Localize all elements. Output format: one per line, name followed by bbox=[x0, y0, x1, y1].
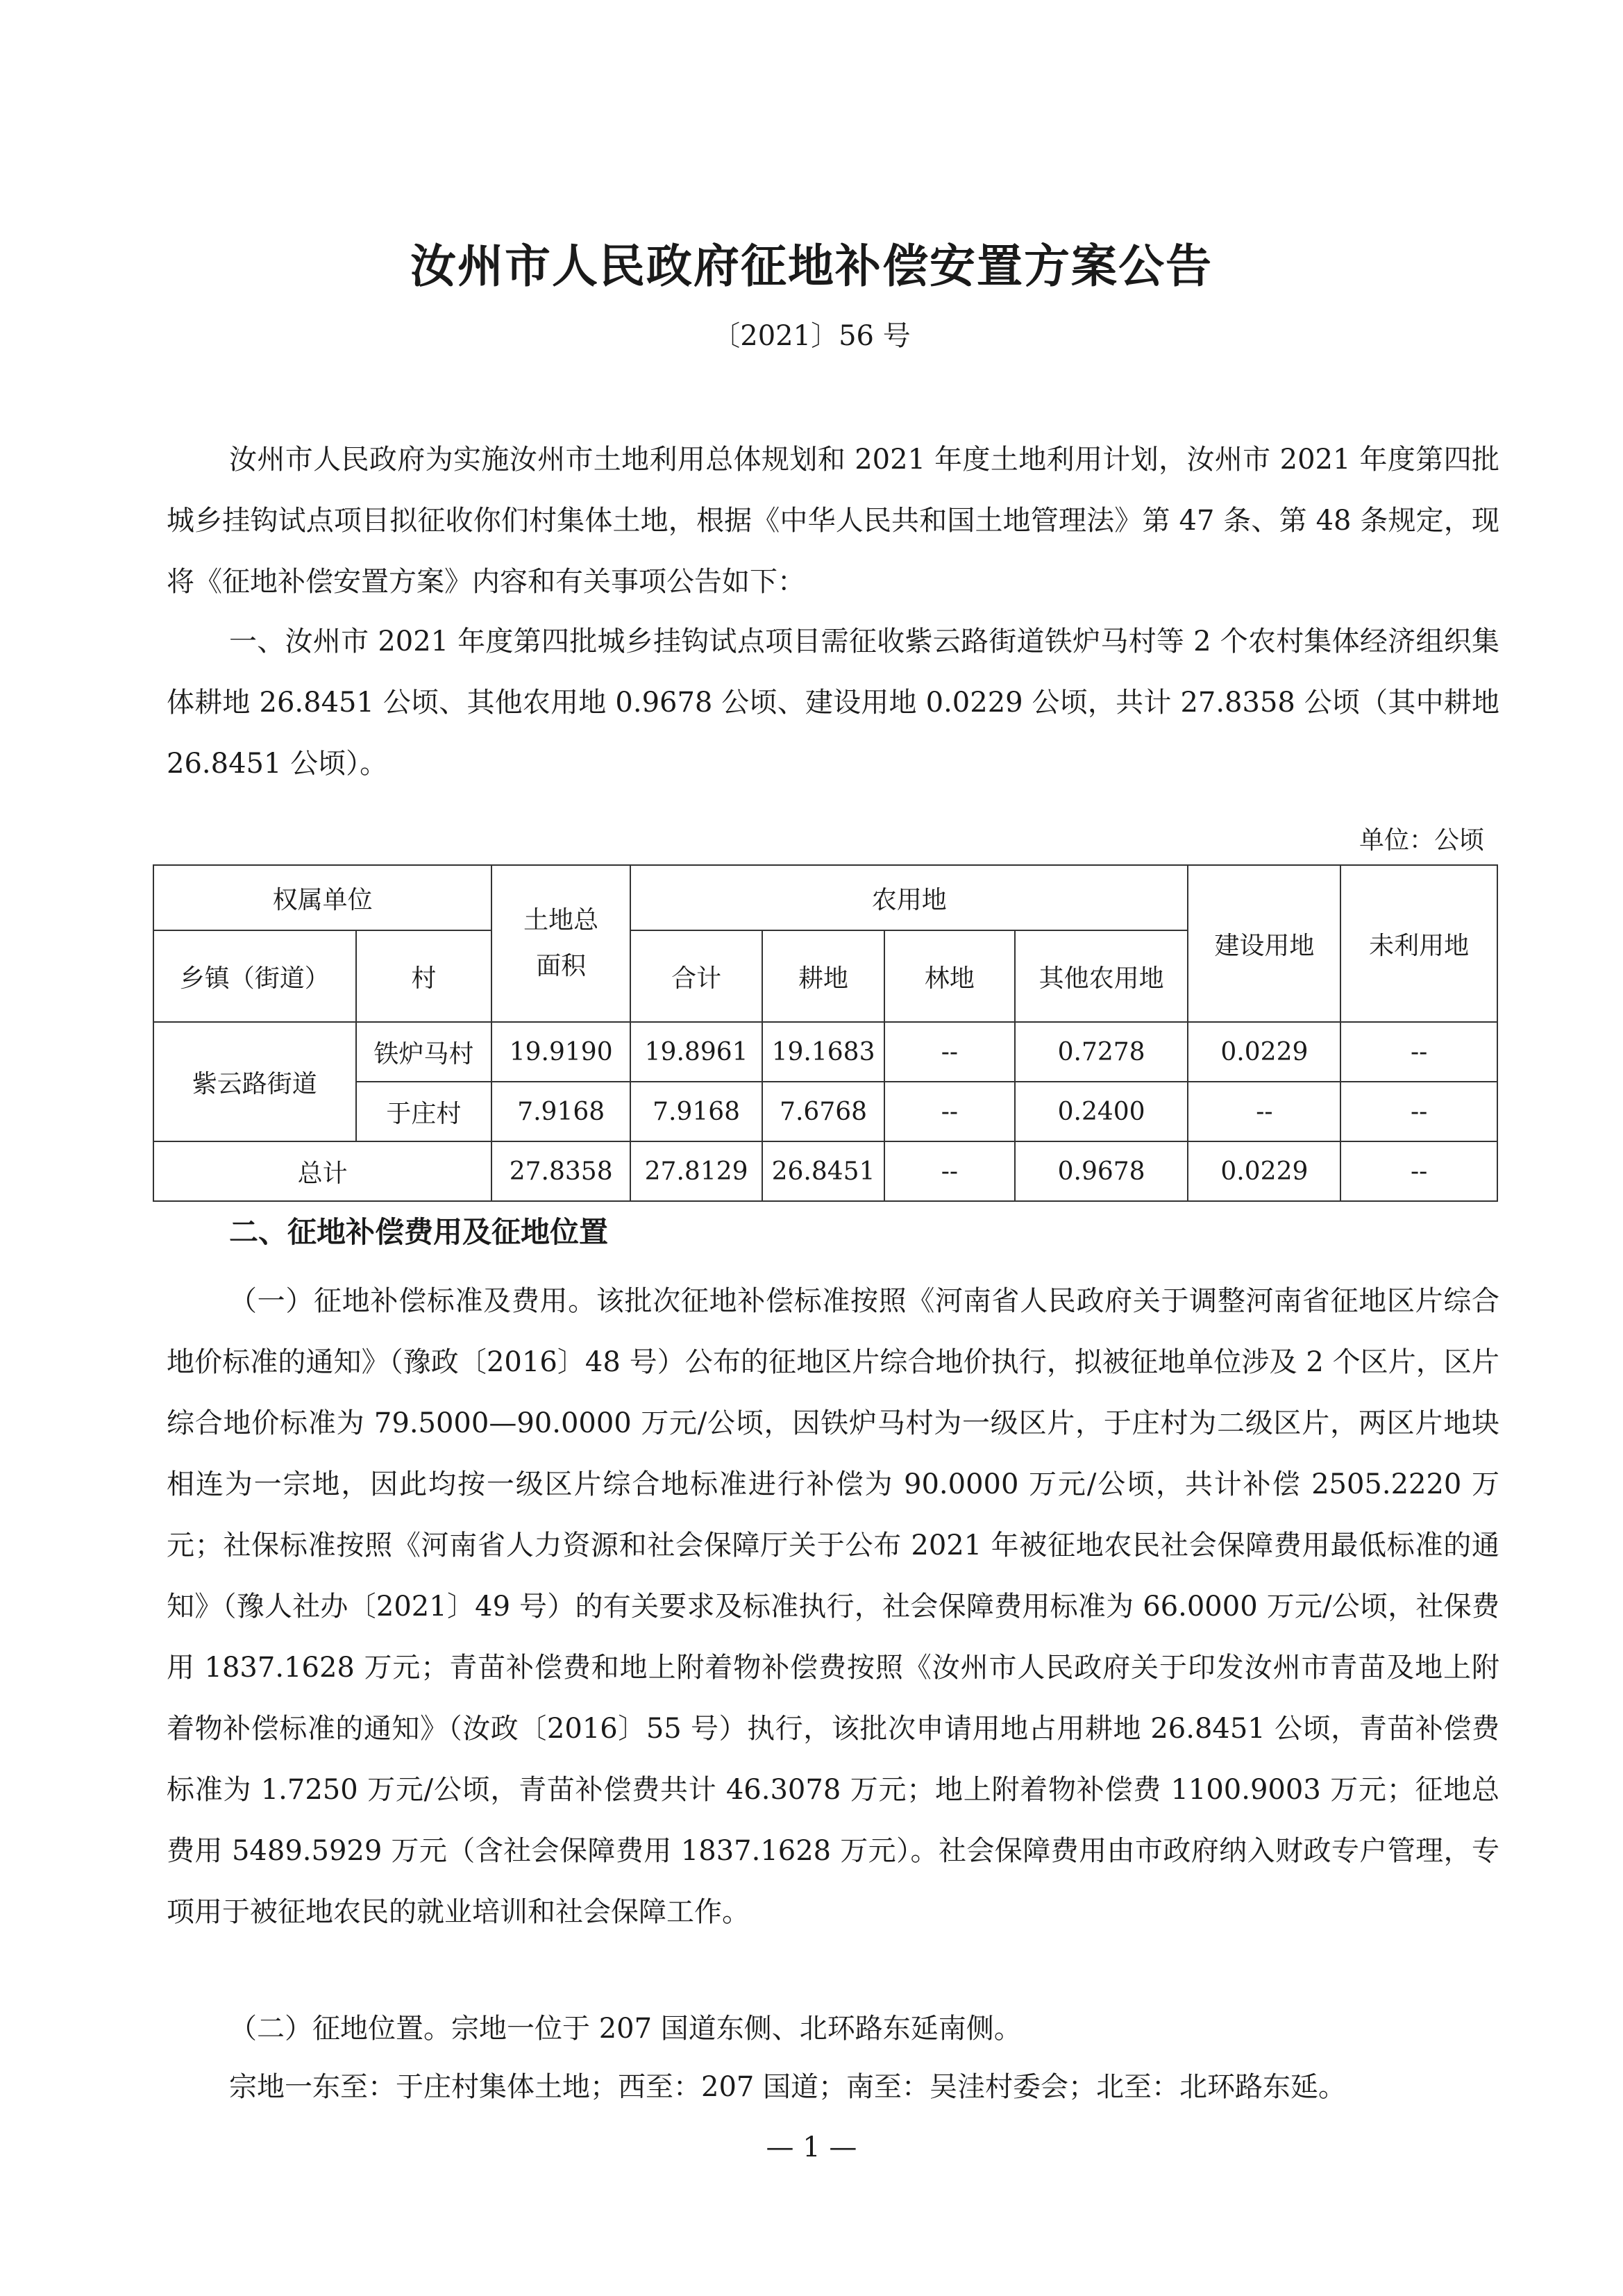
header-other-agri: 其他农用地 bbox=[1015, 930, 1188, 1022]
unused-cell: -- bbox=[1340, 1141, 1497, 1201]
section2-2-paragraph: （二）征地位置。宗地一位于 207 国道东侧、北环路东延南侧。 bbox=[229, 2013, 1022, 2045]
forest-cell: -- bbox=[884, 1141, 1015, 1201]
agri-sum-cell: 19.8961 bbox=[630, 1022, 762, 1082]
header-total-area bbox=[491, 865, 630, 1022]
other-agri-cell: 0.2400 bbox=[1015, 1082, 1188, 1141]
table-sum-row bbox=[153, 1141, 1497, 1201]
land-table bbox=[153, 864, 1498, 1202]
table-header-row bbox=[153, 865, 1497, 930]
boundary-paragraph: 宗地一东至：于庄村集体土地；西至：207 国道；南至：吴洼村委会；北至：北环路东延。 bbox=[229, 2071, 1347, 2103]
header-forest: 林地 bbox=[884, 930, 1015, 1022]
other-agri-cell: 0.7278 bbox=[1015, 1022, 1188, 1082]
header-owner: 权属单位 bbox=[153, 865, 491, 930]
header-total-area-text: 土地总面积 bbox=[523, 906, 599, 980]
section2-1-paragraph: （一）征地补偿标准及费用。该批次征地补偿标准按照《河南省人民政府关于调整河南省征地区片综合地价标准的通知》（豫政〔2016〕48 号）公布的征地区片综合地价执行，拟被征地单位涉及 2 个区片，区片综合地价标准为 79.5000—90.0000 万元/公顷，因铁炉马村为一级区片，于庄村为二级区片，两区片地块相连为一宗地，因此均按一级区片综合地标准进行补偿为 90.0000 万元/公顷，共计补偿 2505.2220 万元；社保标准按照《河南省人力资源和社会保障厅关于公布 2021 年被征地农民社会保障费用最低标准的通知》（豫人社办〔2021〕49 号）的有关要求及标准执行，社会保障费用标准为 66.0000 万元/公顷，社保费用 1837.1628 万元；青苗补偿费和地上附着物补偿费按照《汝州市人民政府关于印发汝州市青苗及地上附着物补偿标准的通知》（汝政〔2016〕55 号）执行，该批次申请用地占用耕地 26.8451 公顷，青苗补偿费标准为 1.7250 万元/公顷，青苗补偿费共计 46.3078 万元；地上附着物补偿费 1100.9003 万元；征地总费用 5489.5929 万元（含社会保障费用 1837.1628 万元）。社会保障费用由市政府纳入财政专户管理，专项用于被征地农民的就业培训和社会保障工作。 bbox=[167, 1285, 1499, 1928]
town-cell: 紫云路街道 bbox=[153, 1022, 356, 1141]
intro-paragraph: 汝州市人民政府为实施汝州市土地利用总体规划和 2021 年度土地利用计划，汝州市 2021 年度第四批城乡挂钩试点项目拟征收你们村集体土地，根据《中华人民共和国土地管理法》第 47 条、第 48 条规定，现将《征地补偿安置方案》内容和有关事项公告如下： bbox=[167, 444, 1499, 598]
agri-sum-cell: 27.8129 bbox=[630, 1141, 762, 1201]
total-cell: 7.9168 bbox=[491, 1082, 630, 1141]
unit-label: 单位：公顷 bbox=[1359, 826, 1484, 855]
total-cell: 27.8358 bbox=[491, 1141, 630, 1201]
farmland-cell: 26.8451 bbox=[762, 1141, 884, 1201]
sum-label-cell: 总计 bbox=[153, 1141, 491, 1201]
header-agri-sum: 合计 bbox=[630, 930, 762, 1022]
header-construction: 建设用地 bbox=[1188, 865, 1340, 1022]
agri-sum-cell: 7.9168 bbox=[630, 1082, 762, 1141]
table-row bbox=[153, 1022, 1497, 1082]
village-cell: 于庄村 bbox=[356, 1082, 492, 1141]
total-cell: 19.9190 bbox=[491, 1022, 630, 1082]
other-agri-cell: 0.9678 bbox=[1015, 1141, 1188, 1201]
section2-heading: 二、征地补偿费用及征地位置 bbox=[229, 1215, 609, 1249]
farmland-cell: 19.1683 bbox=[762, 1022, 884, 1082]
header-farmland: 耕地 bbox=[762, 930, 884, 1022]
construction-cell: 0.0229 bbox=[1188, 1022, 1340, 1082]
header-village: 村 bbox=[356, 930, 492, 1022]
unused-cell: -- bbox=[1340, 1082, 1497, 1141]
document-number: 〔2021〕56 号 bbox=[712, 320, 911, 352]
section1-paragraph: 一、汝州市 2021 年度第四批城乡挂钩试点项目需征收紫云路街道铁炉马村等 2 个农村集体经济组织集体耕地 26.8451 公顷、其他农用地 0.9678 公顷、建设用地 0.0229 公顷，共计 27.8358 公顷（其中耕地 26.8451 公顷）。 bbox=[167, 626, 1499, 780]
farmland-cell: 7.6768 bbox=[762, 1082, 884, 1141]
construction-cell: -- bbox=[1188, 1082, 1340, 1141]
header-agri: 农用地 bbox=[630, 865, 1188, 930]
unused-cell: -- bbox=[1340, 1022, 1497, 1082]
header-town: 乡镇（街道） bbox=[153, 930, 356, 1022]
document-title: 汝州市人民政府征地补偿安置方案公告 bbox=[410, 240, 1213, 293]
village-cell: 铁炉马村 bbox=[356, 1022, 492, 1082]
forest-cell: -- bbox=[884, 1022, 1015, 1082]
page-number: — 1 — bbox=[766, 2131, 857, 2163]
forest-cell: -- bbox=[884, 1082, 1015, 1141]
construction-cell: 0.0229 bbox=[1188, 1141, 1340, 1201]
header-unused: 未利用地 bbox=[1340, 865, 1497, 1022]
